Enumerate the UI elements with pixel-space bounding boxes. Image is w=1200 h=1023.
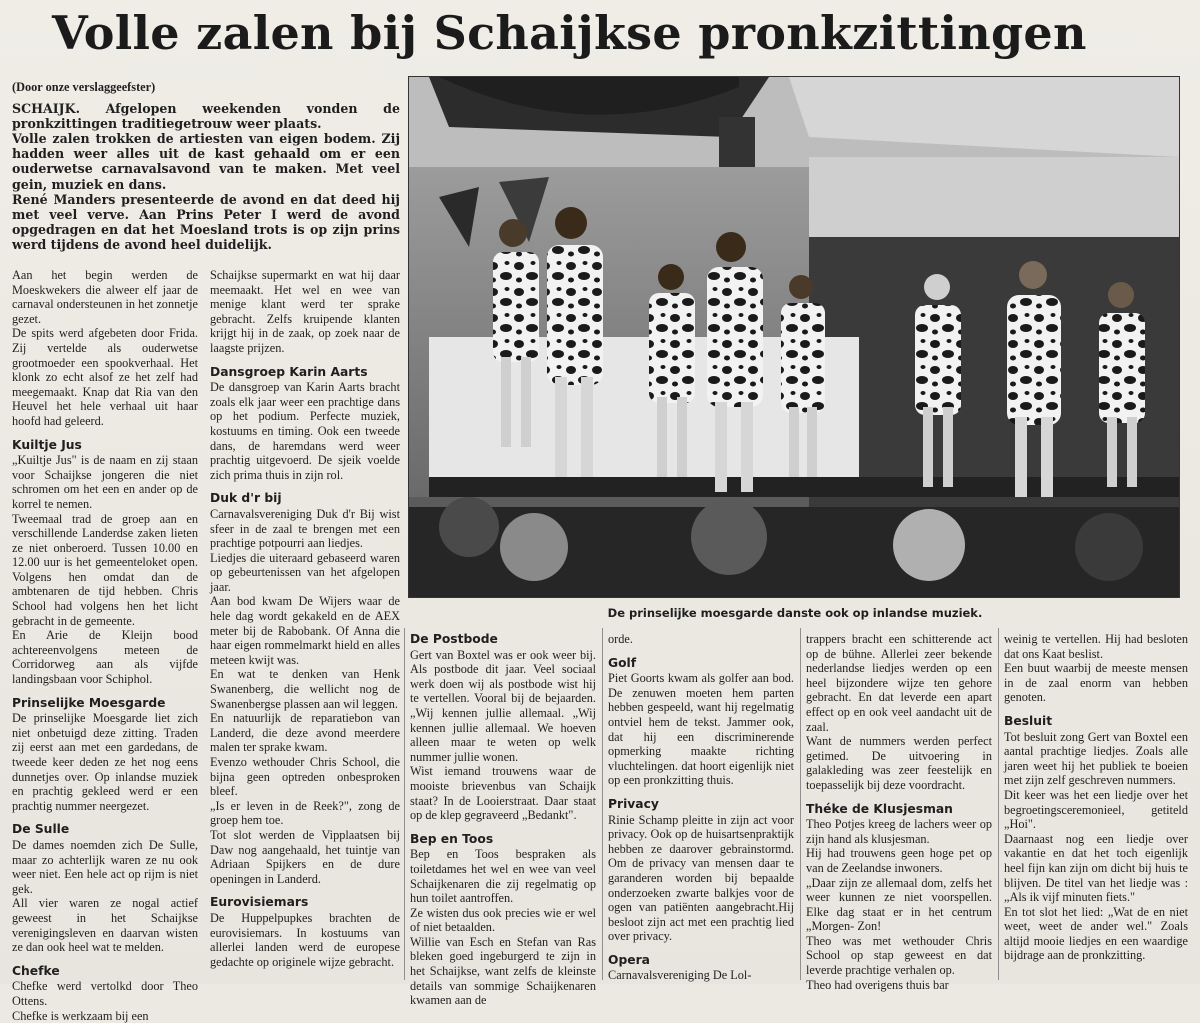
- paragraph: „Is er leven in de Reek?", zong de groep hem toe.: [210, 799, 400, 828]
- headline: Volle zalen bij Schaijkse pronkzittingen: [52, 2, 1172, 64]
- paragraph: Carnavalsvereniging Duk d'r Bij wist sfeer in de zaal te brengen met een prachtige potpourri aan liedjes.: [210, 507, 400, 551]
- paragraph: orde.: [608, 632, 794, 647]
- paragraph: Piet Goorts kwam als golfer aan bod. De zenuwen moeten hem parten hebben gespeeld, want hij regelmatig ontviel hem de tekst. Jammer ook, dat hij een discriminerende opmerking maakte richting vluchtelingen. dat hoort eigenlijk niet op een pronkzitting thuis.: [608, 671, 794, 788]
- paragraph: En Arie de Kleijn bood achtereenvolgens meteen de Corridorweg aan als vijfde landingsbaan voor Schiphol.: [12, 628, 198, 686]
- paragraph: „Kuiltje Jus" is de naam en zij staan voor Schaijkse jongeren die niet schromen om het een en ander op de korrel te nemen.: [12, 453, 198, 511]
- column-6: [1004, 632, 1188, 982]
- paragraph: Daarnaast nog een liedje over vakantie en dat het toch eigenlijk heel fijn kan zijn om dicht bij huis te blijven. De titel van het liedje was : „Als ik vijf minuten fiets.": [1004, 832, 1188, 905]
- column-4: [608, 632, 794, 982]
- paragraph: Dit keer was het een liedje over het begroetingsceremonieel, getiteld „Hoi".: [1004, 788, 1188, 832]
- paragraph: De dansgroep van Karin Aarts bracht zoals elk jaar weer een prachtige dans op het podium. Perfecte muziek, kostuums en timing. Ook een tweede dans, de haremdans werd weer prachtig uitgevoerd. De sjeik voelde zich prima thuis in zijn rol.: [210, 380, 400, 482]
- section-heading: De Sulle: [12, 822, 198, 837]
- lead-paragraph: SCHAIJK. Afgelopen weekenden vonden de pronkzittingen traditiegetrouw weer plaats.: [12, 101, 400, 131]
- section-heading: Privacy: [608, 797, 794, 812]
- column-1: [12, 268, 198, 982]
- section-heading: De Postbode: [410, 632, 596, 647]
- section-heading: Golf: [608, 656, 794, 671]
- paragraph: Wist iemand trouwens waar de mooiste brievenbus van Schaijk staat? In de Looierstraat. Daar staat op de klep gegraveerd „Bedankt".: [410, 764, 596, 822]
- column-divider: [602, 628, 603, 980]
- paragraph: Tweemaal trad de groep aan en verschillende Landerdse zaken lieten ze niet onberoerd. Tussen 10.00 en 12.00 uur is het gemeenteloket open. Volgens hen omdat dan de ambtenaren de tijd hebben. Chris School had volgens hen het licht gebracht in de gemeente.: [12, 512, 198, 629]
- paragraph: Aan bod kwam De Wijers waar de hele dag wordt gekakeld en de AEX meter bij de Rabobank. Of Anna die haar eigen rommelmarkt hield en alles meteen kwijt was.: [210, 594, 400, 667]
- paragraph: Bep en Toos bespraken als toiletdames het wel en wee van veel Schaijkenaren die zij regelmatig op hun toilet aantroffen.: [410, 847, 596, 905]
- section-heading: Besluit: [1004, 714, 1188, 729]
- paragraph: Want de nummers werden perfect getimed. De uitvoering in galakleding was zeer feestelijk en toepasselijk bij deze voordracht.: [806, 734, 992, 792]
- paragraph: De spits werd afgebeten door Frida. Zij vertelde als ouderwetse grootmoeder een spookverhaal. Het klonk zo echt alsof ze het zelf had meegemaakt. Knap dat Ria van den Heuvel het hele verhaal uit haar hoofd had geleerd.: [12, 326, 198, 428]
- paragraph: Rinie Schamp pleitte in zijn act voor privacy. Ook op de huisartsenpraktijk hebben ze daarover gebrainstormd. Om de privacy van mensen daar te garanderen worden bij bepaalde onderzoeken zwarte balkjes voor de ogen van patiënten aangebracht.Hij besloot zijn act met een prachtig lied over privacy.: [608, 813, 794, 944]
- paragraph: Hij had trouwens geen hoge pet op van de Zeelandse inwoners.: [806, 846, 992, 875]
- column-3: [410, 632, 596, 982]
- paragraph: Willie van Esch en Stefan van Ras bleken goed ingeburgerd te zijn in het Schaijkse, want zelfs de kleinste details van sommige Schaijkenaren kwamen aan de: [410, 935, 596, 1008]
- paragraph: trappers bracht een schitterende act op de bühne. Allerlei zeer bekende nederlandse liedjes werden op een heel bijzondere wijze ten gehore gebracht. En dat leverde een apart effect op en ook veel aandacht uit de zaal.: [806, 632, 992, 734]
- column-5: [806, 632, 992, 982]
- section-heading: Chefke: [12, 964, 198, 979]
- column-2: [210, 268, 400, 982]
- paragraph: Aan het begin werden de Moeskwekers die alweer elf jaar de carnaval ondersteunen in het zonnetje gezet.: [12, 268, 198, 326]
- section-heading: Duk d'r bij: [210, 491, 400, 506]
- paragraph: Een buut waarbij de meeste mensen in de zaal enorm van hebben genoten.: [1004, 661, 1188, 705]
- audience: [409, 497, 1179, 597]
- section-heading: Dansgroep Karin Aarts: [210, 365, 400, 380]
- paragraph: „Daar zijn ze allemaal dom, zelfs het weer kunnen ze niet voorspellen. Elke dag staat er in het centrum „Morgen- Zon!: [806, 876, 992, 934]
- paragraph: Schaijkse supermarkt en wat hij daar meemaakt. Het wel en wee van menige klant werd ter sprake gebracht. Zelfs kruipende klanten krijgt hij in de zaak, op zoek naar de laagste prijzen.: [210, 268, 400, 356]
- lead-column: [12, 80, 400, 260]
- paragraph: En natuurlijk de reparatiebon van Landerd, die deze avond meerdere malen ter sprake kwam.: [210, 711, 400, 755]
- paragraph: De prinselijke Moesgarde liet zich niet onbetuigd deze zitting. Traden zij eerst aan met een gardedans, de tweede keer deden ze het nog eens dunnetjes over. Op inlandse muziek en prachtig gekleed werd er een prachtig nummer neergezet.: [12, 711, 198, 813]
- paragraph: Liedjes die uiteraard gebaseerd waren op gebeurtenissen van het afgelopen jaar.: [210, 551, 400, 595]
- paragraph: Ze wisten dus ook precies wie er wel of niet betaalden.: [410, 906, 596, 935]
- paragraph: Carnavalsvereniging De Lol-: [608, 968, 794, 983]
- section-heading: Prinselijke Moesgarde: [12, 696, 198, 711]
- paragraph: De Huppelpupkes brachten de eurovisiemars. In kostuums van allerlei landen werd de europese gedachte op originele wijze gebracht.: [210, 911, 400, 969]
- paragraph: Gert van Boxtel was er ook weer bij. Als postbode dit jaar. Veel sociaal werk doen wij als postbode wist hij te vertellen. Vooral bij de bejaarden. „Wij kennen jullie allemaal. „Wij kennen jullie allemaal. We hoeven alleen maar te weten op welk nummer jullie wonen.: [410, 648, 596, 765]
- column-divider: [404, 628, 405, 980]
- lead-paragraph: Volle zalen trokken de artiesten van eigen bodem. Zij hadden weer alles uit de kast gehaald om er een ouderwetse carnavalsavond van te maken. Met veel gein, muziek en dans.: [12, 131, 400, 192]
- photo-caption: De prinselijke moesgarde danste ook op inlandse muziek.: [410, 606, 1180, 620]
- paragraph: Theo had overigens thuis bar: [806, 978, 992, 993]
- section-heading: Théke de Klusjesman: [806, 802, 992, 817]
- section-heading: Kuiltje Jus: [12, 438, 198, 453]
- paragraph: All vier waren ze nogal actief geweest in het Schaijkse verenigingsleven en daarvan wisten ze dan ook heel wat te melden.: [12, 896, 198, 954]
- paragraph: En tot slot het lied: „Wat de en niet weet, weet de ander wel." Zoals altijd mooie liedjes en een waardige bijdrage aan de pronkzitting.: [1004, 905, 1188, 963]
- section-heading: Opera: [608, 953, 794, 968]
- column-divider: [998, 628, 999, 980]
- paragraph: En wat te denken van Henk Swanenberg, die wellicht nog de Swanenbergse plassen aan wil leggen.: [210, 667, 400, 711]
- paragraph: Tot besluit zong Gert van Boxtel een aantal prachtige liedjes. Zoals alle jaren weet hij het publiek te boeien met zijn zelf geschreven nummers.: [1004, 730, 1188, 788]
- lead-paragraphs: [12, 101, 400, 253]
- paragraph: weinig te vertellen. Hij had besloten dat ons Kaat beslist.: [1004, 632, 1188, 661]
- paragraph: Tot slot werden de Vipplaatsen bij Daw nog aangehaald, het tuintje van Adriaan Spijkers en de dure openingen in Landerd.: [210, 828, 400, 886]
- paragraph: Evenzo wethouder Chris School, die bijna geen optreden onbesproken bleef.: [210, 755, 400, 799]
- paragraph: Theo was met wethouder Chris School op stap geweest en dat leverde prachtige verhalen op.: [806, 934, 992, 978]
- paragraph: Theo Potjes kreeg de lachers weer op zijn hand als klusjesman.: [806, 817, 992, 846]
- dance-photo: [408, 76, 1180, 598]
- section-heading: Bep en Toos: [410, 832, 596, 847]
- lead-paragraph: René Manders presenteerde de avond en dat deed hij met veel verve. Aan Prins Peter I werd de avond opgedragen en dat het Moesland trots is op zijn prins werd tijdens de avond heel duidelijk.: [12, 192, 400, 253]
- section-heading: Eurovisiemars: [210, 895, 400, 910]
- paragraph: Chefke is werkzaam bij een: [12, 1009, 198, 1023]
- paragraph: De dames noemden zich De Sulle, maar zo achterlijk waren ze nu ook weer niet. Een hele act op rijm is niet gek.: [12, 838, 198, 896]
- paragraph: Chefke werd vertolkd door Theo Ottens.: [12, 979, 198, 1008]
- column-divider: [800, 628, 801, 980]
- byline: (Door onze verslaggeefster): [12, 80, 400, 95]
